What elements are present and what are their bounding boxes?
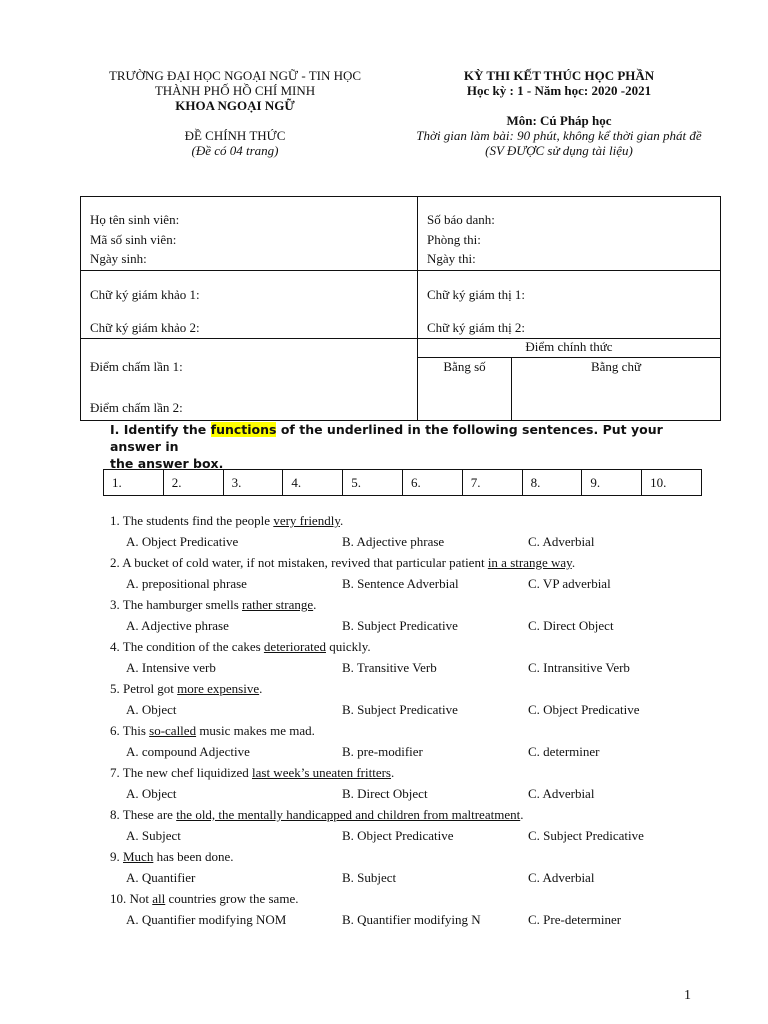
official-exam-label: ĐỀ CHÍNH THỨC [184, 128, 286, 143]
semester-info: Học kỳ : 1 - Năm học: 2020 -2021 [466, 83, 652, 98]
answer-option-a[interactable]: A. Object [126, 702, 177, 717]
answer-option-c[interactable]: C. Pre-determiner [528, 912, 622, 927]
student-info-table [80, 196, 721, 421]
answer-option-c[interactable]: C. Object Predicative [528, 702, 640, 717]
question-text-part: 7. The new chef liquidized [110, 765, 252, 780]
answer-cell[interactable]: 1. [104, 470, 164, 496]
answer-option-c[interactable]: C. Subject Predicative [528, 828, 644, 843]
answer-option-a[interactable]: A. Adjective phrase [126, 618, 229, 633]
answer-cell[interactable]: 10. [642, 470, 702, 496]
question-text-part: countries grow the same. [165, 891, 299, 906]
answer-option-a[interactable]: A. Object [126, 786, 177, 801]
question-text-part: . [259, 681, 263, 696]
answer-option-a[interactable]: A. Quantifier [126, 870, 196, 885]
candidate-number-field[interactable]: Số báo danh: [427, 212, 495, 227]
question-text [110, 807, 523, 823]
answer-option-c[interactable]: C. determiner [528, 744, 600, 759]
answer-option-b[interactable]: B. Quantifier modifying N [342, 912, 481, 927]
score-digits-cell[interactable] [418, 358, 512, 421]
header-right [388, 68, 730, 158]
section-heading-suffix: of the underlined in the following sentences. Put your answer in [110, 422, 663, 454]
answer-cell[interactable]: 4. [283, 470, 343, 496]
question-text [110, 723, 315, 739]
question-text-part: . [313, 597, 317, 612]
score-digits-label: Bằng số [443, 359, 486, 374]
underlined-phrase: in a strange way [487, 555, 572, 570]
answer-option-b[interactable]: B. Object Predicative [342, 828, 454, 843]
question-text-part: has been done. [153, 849, 234, 864]
question-text [110, 555, 575, 571]
student-name-field[interactable]: Họ tên sinh viên: [90, 212, 180, 227]
answer-cell[interactable]: 8. [522, 470, 582, 496]
underlined-phrase: the old, the mentally handicapped and children from maltreatment [176, 807, 521, 822]
student-info-cell [81, 197, 418, 271]
underlined-phrase: rather strange [242, 597, 314, 612]
question-text-part: 10. Not [110, 891, 153, 906]
underlined-phrase: deteriorated [263, 639, 326, 654]
question-text-part: . [520, 807, 524, 822]
question-text-part: 9. [110, 849, 123, 864]
header-left [80, 68, 390, 158]
question-text-part: quickly. [326, 639, 371, 654]
student-id-field[interactable]: Mã số sinh viên: [90, 232, 177, 247]
official-score-header: Điểm chính thức [418, 339, 721, 358]
answer-option-c[interactable]: C. Adverbial [528, 534, 595, 549]
highlighted-word: functions [210, 422, 277, 437]
examiner1-signature-field[interactable]: Chữ ký giám khảo 1: [90, 287, 200, 302]
answer-option-a[interactable]: A. Object Predicative [126, 534, 239, 549]
section-heading-line2: the answer box. [110, 456, 224, 471]
answer-option-c[interactable]: C. Direct Object [528, 618, 614, 633]
score-cell [81, 339, 418, 421]
time-allowed: Thời gian làm bài: 90 phút, không kể thời gian phát đề [416, 128, 702, 143]
question-text-part: music makes me mad. [196, 723, 315, 738]
pages-note: (Đề có 04 trang) [191, 143, 279, 158]
answer-cell[interactable]: 5. [343, 470, 403, 496]
section-heading-prefix: I. Identify the [110, 422, 211, 437]
answer-option-a[interactable]: A. Intensive verb [126, 660, 216, 675]
question-text [110, 597, 316, 613]
page-number: 1 [684, 988, 691, 1003]
question-text [110, 513, 343, 529]
examiner2-signature-field[interactable]: Chữ ký giám khảo 2: [90, 320, 200, 335]
underlined-phrase: Much [123, 849, 154, 864]
question-text-part: . [339, 513, 344, 528]
score2-field[interactable]: Điểm chấm lần 2: [90, 400, 183, 415]
underlined-phrase: very friendly [273, 513, 340, 528]
question-text-part: 3. The hamburger smells [110, 597, 243, 612]
answer-option-a[interactable]: A. Quantifier modifying NOM [126, 912, 287, 927]
exam-info-cell [418, 197, 721, 271]
question-text [110, 681, 262, 697]
question-text-part: 6. This [110, 723, 150, 738]
answer-option-b[interactable]: B. Subject [342, 870, 397, 885]
score-words-label: Bằng chữ [590, 359, 641, 374]
answer-option-b[interactable]: B. Direct Object [342, 786, 428, 801]
answer-option-c[interactable]: C. VP adverbial [528, 576, 611, 591]
question-text-part: 8. These are [110, 807, 177, 822]
question-text-part: 5. Petrol got [110, 681, 178, 696]
answer-cell[interactable]: 6. [402, 470, 462, 496]
exam-date-field[interactable]: Ngày thi: [427, 251, 476, 266]
proctor2-signature-field[interactable]: Chữ ký giám thị 2: [427, 320, 526, 335]
materials-note: (SV ĐƯỢC sử dụng tài liệu) [485, 143, 633, 158]
answer-option-c[interactable]: C. Adverbial [528, 786, 595, 801]
proctor1-signature-field[interactable]: Chữ ký giám thị 1: [427, 287, 526, 302]
question-text [110, 891, 298, 907]
underlined-phrase: so-called [149, 723, 197, 738]
answer-option-a[interactable]: A. prepositional phrase [126, 576, 247, 591]
answer-box [103, 469, 702, 496]
underlined-phrase: all [152, 891, 166, 906]
faculty-name: KHOA NGOẠI NGỮ [175, 98, 295, 113]
question-text-part: 4. The condition of the cakes [110, 639, 264, 654]
question-text-part: . [390, 765, 395, 780]
answer-cell[interactable]: 7. [462, 470, 522, 496]
proctor-signature-cell [418, 271, 721, 339]
answer-cell[interactable]: 9. [582, 470, 642, 496]
dob-field[interactable]: Ngày sinh: [90, 251, 147, 266]
answer-option-b[interactable]: B. pre-modifier [342, 744, 423, 759]
answer-option-a[interactable]: A. compound Adjective [126, 744, 250, 759]
answer-option-b[interactable]: B. Sentence Adverbial [342, 576, 459, 591]
score1-field[interactable]: Điểm chấm lần 1: [90, 359, 183, 374]
underlined-phrase: last week’s uneaten fritters [252, 765, 391, 780]
section-heading [110, 421, 710, 472]
subject-name: Môn: Cú Pháp học [506, 113, 612, 128]
question-text [110, 849, 233, 865]
underlined-phrase: more expensive [177, 681, 260, 696]
answer-cell[interactable]: 3. [223, 470, 283, 496]
question-text-part: 2. A bucket of cold water, if not mistaken, revived that particular patient [110, 555, 488, 570]
answer-option-c[interactable]: C. Adverbial [528, 870, 595, 885]
city-name: THÀNH PHỐ HỒ CHÍ MINH [154, 83, 316, 98]
answer-cell[interactable]: 2. [163, 470, 223, 496]
exam-title: KỲ THI KẾT THÚC HỌC PHẦN [463, 68, 655, 83]
university-name: TRƯỜNG ĐẠI HỌC NGOẠI NGỮ - TIN HỌC [108, 68, 362, 83]
exam-room-field[interactable]: Phòng thi: [427, 232, 481, 247]
answer-option-b[interactable]: B. Subject Predicative [342, 618, 458, 633]
answer-option-b[interactable]: B. Adjective phrase [342, 534, 445, 549]
answer-option-b[interactable]: B. Subject Predicative [342, 702, 458, 717]
examiner-signature-cell [81, 271, 418, 339]
answer-option-b[interactable]: B. Transitive Verb [342, 660, 437, 675]
question-text [110, 765, 394, 781]
answer-option-a[interactable]: A. Subject [126, 828, 181, 843]
question-text [110, 639, 371, 655]
score-words-cell[interactable] [512, 358, 721, 421]
question-text-part: 1. The students find the people [110, 513, 274, 528]
question-text-part: . [571, 555, 576, 570]
answer-option-c[interactable]: C. Intransitive Verb [528, 660, 630, 675]
